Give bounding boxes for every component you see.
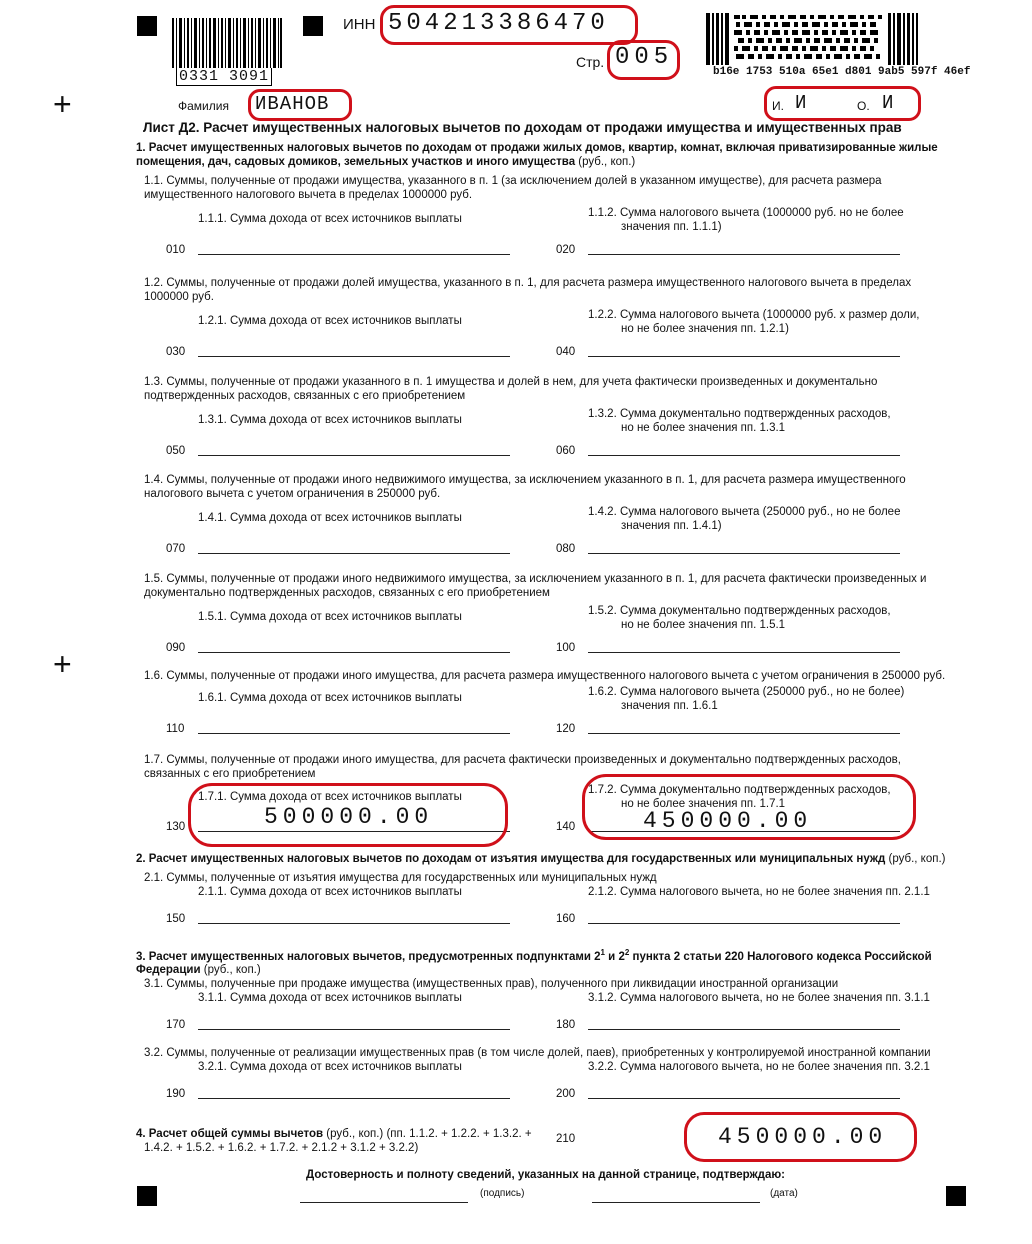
section1-heading-line2: [136, 155, 635, 169]
section1-heading-line1: 1. Расчет имущественных налоговых вычетов по доходам от продажи жилых домов, квартир, комнат, включая приватизированные жилые: [136, 142, 938, 154]
registration-cross-middle: +: [53, 646, 72, 682]
inn-label: ИНН: [343, 16, 376, 33]
right-field-label-line2: значения пп. 1.6.1: [621, 700, 718, 712]
left-field-line[interactable]: [198, 356, 510, 357]
page-value: 005: [615, 44, 674, 71]
right-field-code: 100: [556, 642, 576, 654]
item-desc-line1: 1.7. Суммы, полученные от продажи иного имущества, для расчета фактически произведенных и документально подтвержденных расходов,: [144, 754, 901, 766]
item-desc-line1: 1.3. Суммы, полученные от продажи указанного в п. 1 имущества и долей в нем, для учета фактически произведенных и документально: [144, 376, 878, 388]
surname-highlight: [248, 89, 352, 121]
initials-highlight: [764, 86, 921, 121]
right-field-label-line2: но не более значения пп. 1.7.1: [621, 798, 786, 810]
right-field-line[interactable]: [588, 455, 900, 456]
field-code-210: 210: [556, 1133, 576, 1145]
section4-heading-unit: (руб., коп.) (пп. 1.1.2. + 1.2.2. + 1.3.2. +: [323, 1128, 532, 1140]
right-field-line[interactable]: [588, 652, 900, 653]
item-desc-line1: 1.5. Суммы, полученные от продажи иного недвижимого имущества, за исключением указанного в п. 1, для расчета фактически произведенных и: [144, 573, 927, 585]
item-desc-line1: 1.6. Суммы, полученные от продажи иного имущества, для расчета размера имущественного налогового вычета с учетом ограничения в 250000 руб.: [144, 670, 946, 682]
left-field-code: 010: [166, 244, 186, 256]
item-desc-line1: 1.1. Суммы, полученные от продажи имущества, указанного в п. 1 (за исключением долей в указанном имуществе), для расчета размера: [144, 175, 882, 187]
left-field-line[interactable]: [198, 733, 510, 734]
section4-heading-line2: 1.4.2. + 1.5.2. + 1.6.2. + 1.7.2. + 2.1.2 + 3.1.2 + 3.2.2): [144, 1142, 419, 1154]
left-field-label: 1.5.1. Сумма дохода от всех источников выплаты: [198, 611, 462, 623]
section4-heading-bold: 4. Расчет общей суммы вычетов: [136, 1128, 324, 1140]
initial-name-value: И: [795, 92, 807, 114]
section3-left-line[interactable]: [198, 1029, 510, 1030]
section3-heading-line2: [136, 963, 261, 977]
field-140-value[interactable]: 450000.00: [643, 808, 813, 834]
signature-line[interactable]: [300, 1202, 468, 1203]
right-field-label: 1.1.2. Сумма налогового вычета (1000000 руб. но не более: [588, 207, 904, 219]
registration-cross-top: +: [53, 86, 72, 122]
corner-marker-bottom-right: [946, 1186, 966, 1206]
qr-code: [706, 13, 918, 65]
left-field-code: 110: [166, 723, 185, 735]
barcode: [172, 18, 282, 68]
confirmation-text: Достоверность и полноту сведений, указанных на данной странице, подтверждаю:: [306, 1169, 786, 1181]
right-field-line[interactable]: [588, 356, 900, 357]
right-field-label-line2: но не более значения пп. 1.3.1: [621, 422, 786, 434]
item-desc-line2: имущественного налогового вычета в пределах 1000000 руб.: [144, 189, 473, 201]
field-160-line[interactable]: [588, 923, 900, 924]
initial-patronymic-value: И: [882, 92, 894, 114]
section2-desc: 2.1. Суммы, полученные от изъятия имущества для государственных или муниципальных нужд: [144, 872, 657, 884]
section3-left-line[interactable]: [198, 1098, 510, 1099]
section2-right-label: 2.1.2. Сумма налогового вычета, но не более значения пп. 2.1.1: [588, 886, 930, 898]
initial-patronymic-label: О.: [857, 99, 870, 113]
initial-name-label: И.: [772, 99, 784, 113]
right-field-label-line2: но не более значения пп. 1.2.1): [621, 323, 789, 335]
item-desc-line2: связанных с его приобретением: [144, 768, 316, 780]
section3-right-code: 180: [556, 1019, 576, 1031]
section3-right-line[interactable]: [588, 1098, 900, 1099]
field-210-highlight: [684, 1112, 917, 1162]
field-130-value[interactable]: 500000.00: [264, 804, 434, 830]
right-field-label: 1.4.2. Сумма налогового вычета (250000 руб., но не более: [588, 506, 901, 518]
corner-marker-top-middle: [303, 16, 323, 36]
right-field-code: 080: [556, 543, 576, 555]
section3-left-label: 3.1.1. Сумма дохода от всех источников выплаты: [198, 992, 462, 1004]
section2-heading-bold: 2. Расчет имущественных налоговых вычетов по доходам от изъятия имущества для государственных или муниципальных нужд: [136, 853, 886, 865]
left-field-code: 130: [166, 821, 186, 833]
right-field-label: 1.2.2. Сумма налогового вычета (1000000 руб. х размер доли,: [588, 309, 920, 321]
field-130-highlight: [188, 783, 508, 847]
item-desc-line1: 1.4. Суммы, полученные от продажи иного недвижимого имущества, за исключением указанного в п. 1, для расчета размера имущественного: [144, 474, 906, 486]
signature-label: (подпись): [480, 1188, 525, 1199]
right-field-label: 1.6.2. Сумма налогового вычета (250000 руб., но не более): [588, 686, 905, 698]
section3-right-label: 3.1.2. Сумма налогового вычета, но не более значения пп. 3.1.1: [588, 992, 930, 1004]
left-field-label: 1.6.1. Сумма дохода от всех источников выплаты: [198, 692, 462, 704]
section3-right-code: 200: [556, 1088, 576, 1100]
right-field-label-line2: но не более значения пп. 1.5.1: [621, 619, 786, 631]
inn-highlight: [380, 5, 638, 45]
section1-heading-line2-bold: помещения, дач, садовых домиков, земельных участков и иного имущества: [136, 156, 576, 168]
right-field-label: 1.7.2. Сумма документально подтвержденных расходов,: [588, 784, 891, 796]
section3-left-code: 170: [166, 1019, 186, 1031]
section3-right-label: 3.2.2. Сумма налогового вычета, но не более значения пп. 3.2.1: [588, 1061, 930, 1073]
section3-heading-unit: (руб., коп.): [200, 964, 261, 976]
date-line[interactable]: [592, 1202, 760, 1203]
field-code-160: 160: [556, 913, 576, 925]
section3-sup2: 2: [624, 948, 630, 957]
item-desc-line2: налогового вычета с учетом ограничения в 250000 руб.: [144, 488, 441, 500]
left-field-label: 1.4.1. Сумма дохода от всех источников выплаты: [198, 512, 462, 524]
section3-heading-line1: [136, 946, 932, 964]
field-150-line[interactable]: [198, 923, 510, 924]
item-desc-line2: 1000000 руб.: [144, 291, 214, 303]
section3-left-code: 190: [166, 1088, 186, 1100]
left-field-label: 1.3.1. Сумма дохода от всех источников выплаты: [198, 414, 462, 426]
section3-heading-line2-bold: Федерации: [136, 964, 201, 976]
corner-marker-top-left: [137, 16, 157, 36]
left-field-code: 030: [166, 346, 186, 358]
right-field-label: 1.5.2. Сумма документально подтвержденных расходов,: [588, 605, 891, 617]
item-desc-line2: документально подтвержденных расходов, связанных с его приобретением: [144, 587, 550, 599]
page-title: Лист Д2. Расчет имущественных налоговых вычетов по доходам от продажи имущества и имущественных прав: [143, 120, 902, 135]
left-field-line[interactable]: [198, 254, 510, 255]
right-field-label-line2: значения пп. 1.1.1): [621, 221, 722, 233]
section3-item-desc: 3.2. Суммы, полученные от реализации имущественных прав (в том числе долей, паев), приобретенных у контролируемой иностранной компании: [144, 1047, 931, 1059]
section3-heading-b: и 2: [604, 950, 625, 963]
right-field-line[interactable]: [588, 553, 900, 554]
left-field-line[interactable]: [198, 652, 510, 653]
left-field-code: 070: [166, 543, 186, 555]
inn-value: 504213386470: [388, 10, 609, 37]
corner-marker-bottom-left: [137, 1186, 157, 1206]
section3-heading-c: пункта 2 статьи 220 Налогового кодекса Российской: [629, 950, 932, 963]
left-field-label: 1.2.1. Сумма дохода от всех источников выплаты: [198, 315, 462, 327]
field-140-highlight: [582, 774, 916, 840]
section3-item-desc: 3.1. Суммы, полученные при продаже имущества (имущественных прав), полученного при ликвидации иностранной организации: [144, 978, 839, 990]
section3-sup1: 1: [600, 948, 605, 957]
left-field-code: 090: [166, 642, 186, 654]
section3-right-line[interactable]: [588, 1029, 900, 1030]
left-field-label: 1.7.1. Сумма дохода от всех источников выплаты: [198, 791, 462, 803]
surname-label: Фамилия: [178, 99, 229, 113]
page-highlight: [607, 40, 680, 80]
right-field-label-line2: значения пп. 1.4.1): [621, 520, 722, 532]
right-field-label: 1.3.2. Сумма документально подтвержденных расходов,: [588, 408, 891, 420]
section2-left-label: 2.1.1. Сумма дохода от всех источников выплаты: [198, 886, 462, 898]
left-field-label: 1.1.1. Сумма дохода от всех источников выплаты: [198, 213, 462, 225]
section3-left-label: 3.2.1. Сумма дохода от всех источников выплаты: [198, 1061, 462, 1073]
left-field-line[interactable]: [198, 455, 510, 456]
right-field-code: 120: [556, 723, 576, 735]
field-210-value[interactable]: 450000.00: [718, 1124, 888, 1150]
date-label: (дата): [770, 1188, 798, 1199]
section2-heading-unit: (руб., коп.): [885, 853, 946, 865]
section1-heading-unit: (руб., коп.): [575, 156, 636, 168]
section2-heading: [136, 852, 945, 866]
section3-heading-a: 3. Расчет имущественных налоговых вычетов, предусмотренных подпунктами 2: [136, 950, 601, 963]
qr-code-text: b16e 1753 510a 65e1 d801 9ab5 597f 46ef: [713, 66, 971, 78]
right-field-line[interactable]: [588, 254, 900, 255]
left-field-line[interactable]: [198, 553, 510, 554]
field-code-150: 150: [166, 913, 186, 925]
item-desc-line2: подтвержденных расходов, связанных с его приобретением: [144, 390, 466, 402]
surname-value: ИВАНОВ: [255, 93, 330, 115]
barcode-number: 0331 3091: [176, 68, 272, 86]
page-label: Стр.: [576, 54, 605, 70]
left-field-code: 050: [166, 445, 186, 457]
right-field-code: 040: [556, 346, 576, 358]
item-desc-line1: 1.2. Суммы, полученные от продажи долей имущества, указанного в п. 1, для расчета размера имущественного налогового вычета в пределах: [144, 277, 912, 289]
right-field-line[interactable]: [588, 733, 900, 734]
right-field-code: 020: [556, 244, 576, 256]
section4-heading: [136, 1127, 532, 1141]
right-field-code: 140: [556, 821, 576, 833]
right-field-code: 060: [556, 445, 576, 457]
